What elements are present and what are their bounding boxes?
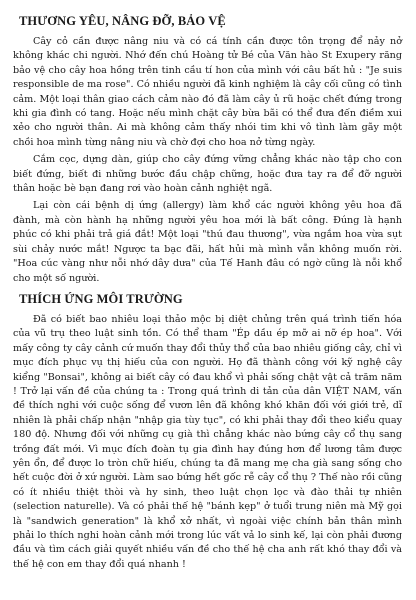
section-heading-adaptation: THÍCH ỨNG MÔI TRƯỜNG <box>19 291 183 306</box>
paragraph-adaptation-1: Đã có biết bao nhiêu loại thảo mộc bị diệt chủng trên quá trình tiến hóa của vũ trụ theo luật sinh tồn. Có thể tham "Ép dầu ép mỡ ai nỡ ép hoa". Với mấy công ty cây cảnh cứ muốn thay đổi thủy thổ của bao nhiêu giống cây, chỉ vì mục đích phục vụ thị hiếu của con người. Họ đã thành công với kỹ nghệ cây kiểng "Bonsai", không ai biết cây có đau khổ vì phải sống chật vật cả trăm năm ! Trở lại vấn đề của chúng ta : Trong quá trình di tản của dân VIỆT NAM, vấn đề thích nghi với cuộc sống để vươn lên đã không khó khăn đối với giới trẻ, dĩ nhiên là phải chấp nhận "nhập gia tùy tục", có khi phải thay đổi theo kiểu quay 180 độ. Nhưng đối với những cụ già thì chẳng khác nào bứng cây cổ thụ sang trồng đất mới. Vì mục đích đoàn tụ gia đình hay đúng hơn để lương tâm được yên ổn, để được lo tròn chữ hiếu, chúng ta đã mang mẹ cha già sang sống cho hết cuộc đời ở xứ người. Làm sao bứng hết gốc rễ cây cổ thụ ? Thế nào rồi cũng có ít nhiều thiệt thòi và hy sinh, theo luật chọn lọc và đào thải tự nhiên (selection naturelle). Và có phải thế hệ "bánh kẹp" ở tuổi trung niên mà Mỹ gọi là "sandwich generation" là khổ xở nhất, vì ngoài việc chính bản thân mình phải lo thích nghi hoàn cảnh mới trong lúc vất vả lo sinh kế, lại còn phải đương đầu và tìm cách giải quyết nhiều vấn đề cho thế hệ cha anh rất khó thay đổi và thế hệ con em thay đổi quá nhanh ! <box>13 313 402 570</box>
section-heading-care: THƯƠNG YÊU, NÂNG ĐỠ, BẢO VỆ <box>19 14 226 28</box>
paragraph-care-1: Cây cỏ cần được nâng niu và có cá tính cần được tôn trọng để nảy nở không khác chi người. Nhớ đến chú Hoàng tử Bé của Văn hào St Exupery răng bảo vệ cho cây hoa hồng trên tinh cầu tí hon của mình với câu bất hủ : "Je suis responsible de ma rose". Có nhiều người đã kinh nghiệm là cây cối cũng có tình cảm. Một loại thân giao cách cảm nào đó đã làm cây ủ rũ hoặc chết đứng trong khi gia đình có tang. Hoặc nếu mình chặt cây bừa bãi có thể đưa đến điềm xui xẻo cho người thân. Ai mà không cảm thấy nhói tim khi vô tình làm gãy một chồi hoa mình từng nâng niu và chờ đợi cho hoa nở từng ngày. <box>13 36 402 148</box>
paragraph-care-2: Cắm cọc, dựng dàn, giúp cho cây đứng vững chẳng khác nào tập cho con biết đứng, biết đi những bước đầu chập chững, hoặc đưa tay ra để đỡ người thân hoặc bè bạn đang rơi vào hoàn cảnh nghiệt ngã. <box>13 154 402 195</box>
paragraph-care-3: Lại còn cái bệnh dị ứng (allergy) làm khổ các người không yêu hoa đã đành, mà còn hành hạ những người yêu hoa mới là bất công. Đúng là hạnh phúc có khi phải trả giá đắt! Một loại "thú đau thương", vừa ngắm hoa vừa sụt sùi chảy nước mắt! Ngược ta bạc đãi, hất hủi mà mình vẫn không muốn rời. "Hoa cúc vàng như nỗi nhớ dây dưa" của Tế Hanh đâu có ngờ cũng là nỗi khổ cho một số người. <box>13 200 402 284</box>
